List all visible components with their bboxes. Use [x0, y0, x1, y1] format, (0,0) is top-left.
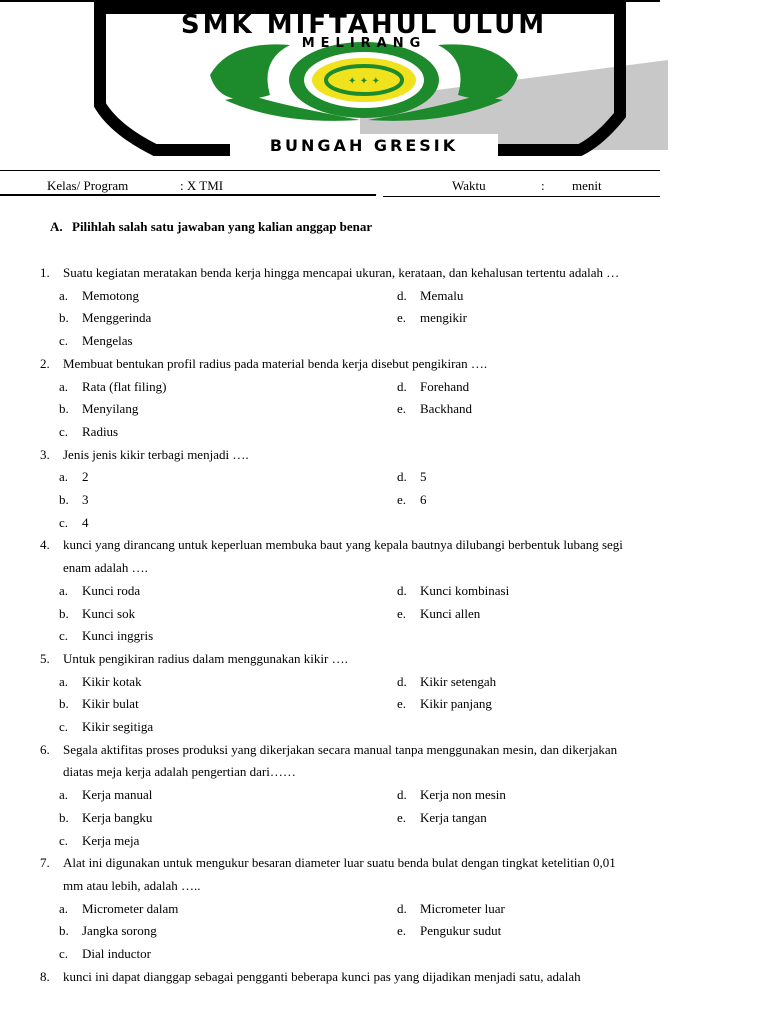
option-letter: c.: [59, 423, 69, 439]
option-text: 6: [420, 492, 427, 507]
logo-top-text: SMK MIFTAHUL ULUM: [180, 10, 548, 40]
option-d: [397, 376, 469, 398]
question-text: kunci yang dirancang untuk keperluan membuka baut yang kepala bautnya dilubangi berbentuk lubang segi: [63, 537, 623, 553]
header-rule-top: [0, 170, 660, 171]
option-letter: d.: [397, 378, 407, 394]
question-text-continued: diatas meja kerja adalah pengertian dari……: [63, 764, 296, 780]
option-text: Micrometer dalam: [82, 900, 179, 916]
option-text: Kerja manual: [82, 787, 153, 803]
question-text: Suatu kegiatan meratakan benda kerja hingga mencapai ukuran, kerataan, dan kehalusan tertentu adalah …: [63, 265, 620, 280]
option-letter: d.: [397, 582, 407, 598]
option-text: Forehand: [420, 378, 470, 394]
option-d: [397, 580, 509, 602]
option-text: Kunci sok: [82, 605, 136, 621]
option-e: [397, 489, 427, 511]
question-text-continued: enam adalah ….: [63, 560, 148, 576]
logo-sub-text: MELIRANG: [301, 36, 427, 51]
section-heading: [50, 219, 372, 235]
option-text: Kunci kombinasi: [420, 582, 510, 598]
option-e: [397, 307, 467, 329]
option-b: [59, 807, 152, 829]
option-letter: b.: [59, 809, 69, 825]
option-letter: d.: [397, 673, 407, 689]
option-letter: a.: [59, 378, 69, 394]
question-3: [40, 444, 249, 466]
option-letter: e.: [397, 809, 407, 825]
option-text: Memotong: [82, 287, 140, 303]
waktu-value: menit: [572, 178, 602, 193]
question-number: 7.: [40, 855, 50, 871]
option-text: Rata (flat filing): [82, 378, 167, 394]
option-text: Dial inductor: [82, 946, 151, 961]
logo-bottom-text: BUNGAH GRESIK: [269, 136, 459, 155]
option-letter: a.: [59, 287, 69, 303]
question-text: Untuk pengikiran radius dalam menggunakan kikir ….: [63, 650, 348, 666]
option-d: [397, 784, 506, 806]
option-c: [59, 625, 153, 647]
option-letter: d.: [397, 287, 407, 303]
option-text: Radius: [82, 423, 119, 439]
option-b: [59, 920, 157, 942]
question-2: [40, 353, 487, 375]
option-letter: b.: [59, 696, 69, 712]
option-c: [59, 943, 151, 965]
option-b: [59, 693, 139, 715]
option-letter: b.: [59, 401, 69, 417]
option-a: [59, 671, 142, 693]
option-text: mengikir: [420, 310, 467, 326]
option-letter: c.: [59, 333, 69, 349]
option-letter: c.: [59, 832, 69, 848]
option-letter: c.: [59, 514, 69, 530]
option-letter: a.: [59, 469, 69, 485]
option-text: Kikir segitiga: [82, 719, 154, 734]
option-b: [59, 307, 151, 329]
option-letter: e.: [397, 605, 407, 621]
question-1: [40, 262, 619, 284]
option-c: [59, 512, 89, 534]
option-letter: e.: [397, 923, 407, 939]
question-text-continued: mm atau lebih, adalah …..: [63, 877, 201, 893]
question-text: Jenis jenis kikir terbagi menjadi ….: [63, 446, 249, 462]
question-number: 8.: [40, 968, 50, 984]
option-text: Kikir kotak: [82, 673, 142, 689]
question-6: [40, 739, 617, 761]
option-text: Kikir bulat: [82, 696, 139, 712]
option-a: [59, 376, 166, 398]
option-letter: b.: [59, 310, 69, 326]
option-letter: a.: [59, 673, 69, 689]
option-text: 4: [82, 514, 89, 530]
option-text: Menggerinda: [82, 310, 152, 326]
option-letter: d.: [397, 469, 407, 485]
option-a: [59, 898, 178, 920]
option-text: Kerja bangku: [82, 809, 153, 825]
option-c: [59, 330, 133, 352]
question-text: Membuat bentukan profil radius pada material benda kerja disebut pengikiran ….: [63, 355, 488, 371]
option-letter: c.: [59, 628, 69, 644]
question-4: [40, 534, 623, 556]
question-number: 2.: [40, 355, 50, 371]
kelas-label: Kelas/ Program: [47, 178, 129, 193]
question-8: [40, 966, 581, 988]
question-text: kunci ini dapat dianggap sebagai pengganti beberapa kunci pas yang dijadikan menjadi satu, adalah: [63, 968, 581, 984]
option-text: Jangka sorong: [82, 923, 157, 939]
option-text: Kerja tangan: [420, 809, 487, 825]
option-a: [59, 466, 89, 488]
option-a: [59, 285, 139, 307]
option-text: Kunci roda: [82, 582, 141, 598]
option-letter: e.: [397, 310, 407, 326]
option-letter: b.: [59, 492, 69, 507]
option-letter: d.: [397, 900, 407, 916]
question-number: 6.: [40, 741, 50, 757]
option-d: [397, 671, 496, 693]
option-text: Pengukur sudut: [420, 923, 502, 939]
option-a: [59, 784, 152, 806]
option-text: Micrometer luar: [420, 900, 505, 916]
header-rule-right: [383, 196, 660, 197]
option-text: Memalu: [420, 287, 464, 303]
option-b: [59, 489, 89, 511]
option-letter: a.: [59, 900, 69, 916]
option-text: Kikir panjang: [420, 696, 492, 712]
option-text: Kunci inggris: [82, 628, 154, 644]
header-rule-left: [0, 194, 376, 196]
option-letter: e.: [397, 696, 407, 712]
question-5: [40, 648, 348, 670]
option-e: [397, 807, 487, 829]
option-e: [397, 398, 472, 420]
option-text: 2: [82, 469, 89, 485]
option-text: Kerja meja: [82, 832, 140, 848]
option-text: Menyilang: [82, 401, 139, 417]
option-e: [397, 693, 492, 715]
option-text: 3: [82, 492, 89, 507]
option-letter: b.: [59, 923, 69, 939]
option-b: [59, 398, 138, 420]
option-letter: e.: [397, 401, 407, 417]
option-letter: a.: [59, 787, 69, 803]
option-c: [59, 830, 139, 852]
option-d: [397, 466, 427, 488]
question-7: [40, 852, 616, 874]
option-b: [59, 603, 135, 625]
kelas-value: : X TMI: [180, 178, 224, 193]
question-number: 3.: [40, 446, 50, 462]
question-number: 4.: [40, 537, 50, 553]
option-text: Kerja non mesin: [420, 787, 506, 803]
question-number: 1.: [40, 265, 50, 280]
waktu-sep: :: [541, 178, 545, 193]
option-d: [397, 285, 463, 307]
option-c: [59, 421, 118, 443]
option-text: Mengelas: [82, 333, 133, 349]
option-letter: c.: [59, 946, 69, 961]
option-e: [397, 920, 501, 942]
option-d: [397, 898, 505, 920]
section-title-text: Pilihlah salah satu jawaban yang kalian anggap benar: [72, 219, 373, 234]
option-e: [397, 603, 480, 625]
wreath-left-icon: [210, 44, 290, 99]
school-logo: [60, 0, 668, 172]
option-letter: a.: [59, 582, 69, 598]
option-text: Kikir setengah: [420, 673, 497, 689]
option-text: 5: [420, 469, 427, 485]
option-c: [59, 716, 153, 738]
option-a: [59, 580, 140, 602]
option-text: Backhand: [420, 401, 472, 417]
waktu-label: Waktu: [452, 178, 486, 193]
option-text: Kunci allen: [420, 605, 481, 621]
option-letter: e.: [397, 492, 407, 507]
question-number: 5.: [40, 650, 50, 666]
section-letter: A.: [50, 219, 63, 234]
question-text: Alat ini digunakan untuk mengukur besaran diameter luar suatu benda bulat dengan tingkat ketelitian 0,01: [63, 855, 616, 871]
option-letter: b.: [59, 605, 69, 621]
option-letter: c.: [59, 719, 69, 734]
svg-text:✦ ✦ ✦: ✦ ✦ ✦: [347, 76, 381, 87]
question-text: Segala aktifitas proses produksi yang dikerjakan secara manual tanpa menggunakan mesin, dan dikerjakan: [63, 741, 618, 757]
option-letter: d.: [397, 787, 407, 803]
